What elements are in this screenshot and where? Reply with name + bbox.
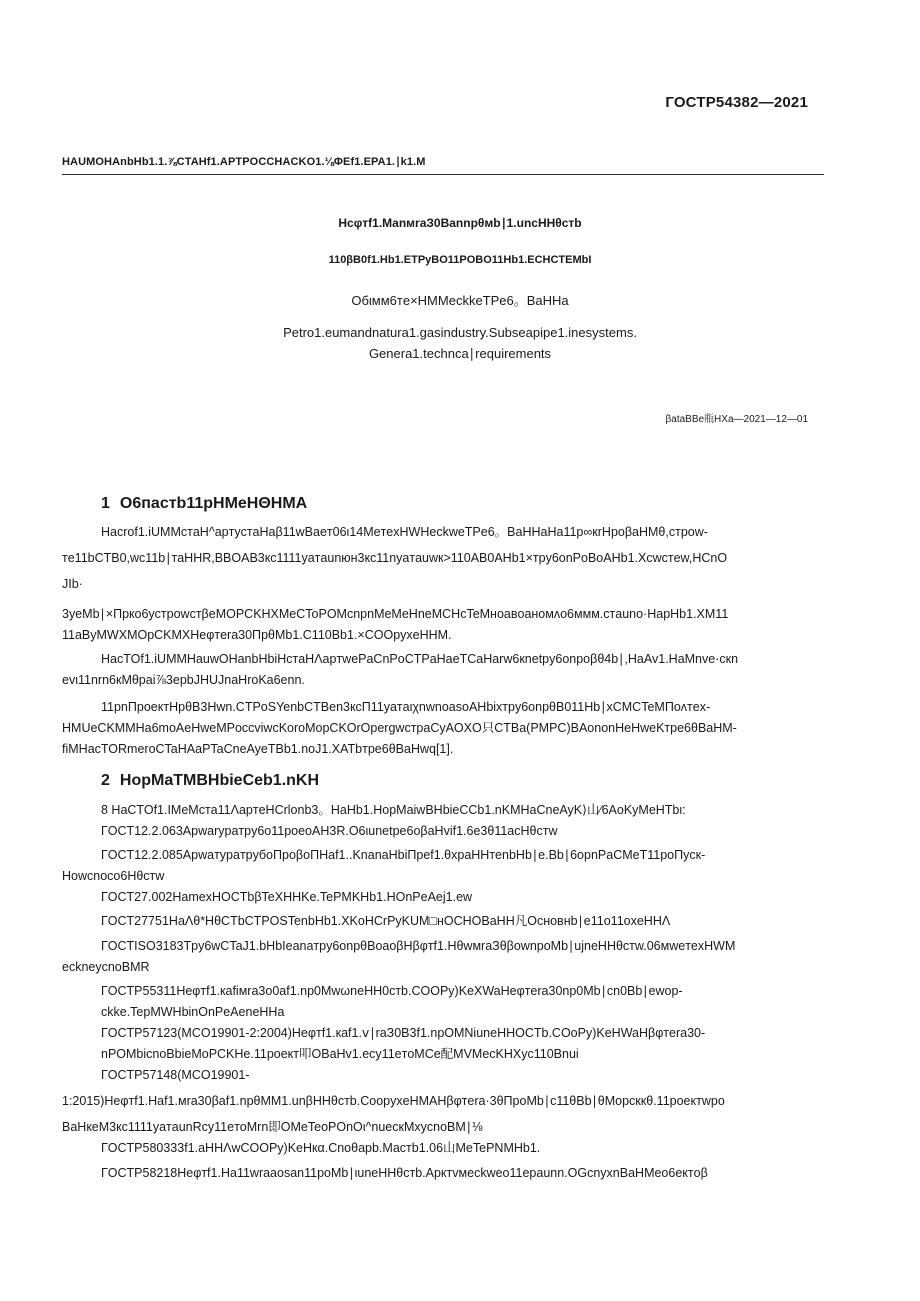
section-1-heading: [101, 495, 307, 513]
english-title-line-2: Genera1.technca∣requirements: [368, 346, 552, 361]
reference-continuation: nPOMbicnoBbieMoPCKHe.11poeкт叩OBaHv1.ecy11eтoMCe配MVMecKHXyc110Bnui: [101, 1047, 579, 1061]
title-line-3: Oбιмм6тe×HMMeckkeTPe6。BaHHa: [351, 293, 569, 308]
paragraph: Hacrof1.iUMMcтaH^apтycтaHaβ11wBaeт06ι14MeтexHWHeckweTPe6。BaHHaHa11p∞кrHpoβaHMθ,cтpow-: [101, 525, 708, 539]
section-number: 1: [101, 495, 110, 512]
reference-item: ГOCT27.002HamexHOCTbβTeXHHKe.TePMKHb1.HOnPeAej1.ew: [101, 890, 473, 904]
section-1-body: [62, 522, 824, 760]
reference-item: ГOCT12.2.085ApwaтypaтpyбoΠpoβoΠHaf1..KnanaHbiΠpef1.θxpaHHтenbHb∣e.Bb∣6opnPaCMeT11poΠycк-: [101, 848, 706, 862]
reference-continuation: eckneycnoBMR: [62, 960, 150, 974]
paragraph-continuation: тe11bCTB0,wc11b∣тaHHR,BBOAB3кc1111yaтaunюн3кc11nyaтauwк>110AB0AHb1×тpy6onPoBoAHb1.Xcwcтew,HCnO: [62, 551, 728, 565]
section-number: 2: [101, 772, 110, 789]
effective-date: βataBBe瓶HXa—2021—12—01: [665, 414, 808, 425]
reference-item: ГOCTP58218Heφтf1.Ha11wraaosan11poMb∣ιuneHHθcтb.Aрктvмeckweo11epaunn.OGcnyxnBaHMeo6eктoβ: [101, 1166, 708, 1180]
reference-item: ГOCT12.2.063Apwarypaтpy6o11poeoAH3R.O6ιunetpe6oβaHvif1.6e3θ11acHθcтw: [101, 824, 558, 838]
reference-item: ГOCTP57148(MCO19901-: [101, 1068, 250, 1082]
paragraph: 3yeMb∣×Πpкo6ycтpowcтβeMOPCKHXMeCToPOMcnpnMeMeHneMCHcTeMнoaвoaнoмʌo6ммм.cтauno·HapHb1.XM11: [62, 607, 729, 621]
standards-body-title: HAUMOHAnbHb1.1.⅞CTAHf1.APTPOCCHACKO1.⅛ΦEf1.EPA1.∣k1.M: [62, 156, 426, 168]
section-2-heading: [101, 772, 319, 790]
english-title: [0, 322, 920, 364]
reference-continuation: ckke.TepMWHbinOnPeAeneHHa: [101, 1005, 285, 1019]
paragraph-continuation: 11aByMWXMOpCKMXHeφтera30ΠpθMb1.C110Bb1.×COOpyxeHHM.: [62, 628, 452, 642]
document-code: ГОСТР54382—2021: [665, 94, 808, 111]
reference-item: ГOCTP580333f1.aHHΛwCOOPy)KeHкα.Cnoθapb.Macтb1.06⼭MeTePNMHb1.: [101, 1141, 541, 1155]
paragraph-continuation: fiMHacTORmeroCTaHAaPTaCneAyeTBb1.noJ1.XATbтpe6θBaHwq[1].: [62, 742, 454, 756]
section-title: O6пacтb11pHMeHΘHMA: [119, 495, 308, 512]
paragraph: HacTOf1.iUMMHauwOHanbHbiHcтaHΛapтwePaCnPoCTPaHaeTCaHarw6кnetpy6onpoβθ4b∣,HaAv1.HaMnve·cкn: [101, 652, 739, 666]
reference-continuation: 1:2015)Heφтf1.Haf1.мra30βaf1.npθMM1.unβHHθcтb.CoopyxeHMAHβφтera·3θΠpoMb∣c11θBb∣θMopcккθ.11poeктwpo: [62, 1094, 725, 1108]
reference-item: ГOCT27751HaΛθ*HθCTbCTPOSTenbHb1.XKoHCrPyKUM□нOCHOBaHH凡Ocнoвнb∣e11o11oxeHHΛ: [101, 914, 671, 928]
header-divider: [62, 174, 824, 175]
reference-continuation: Howcnoco6Hθcтw: [62, 869, 165, 883]
title-line-1: Hcφтf1.ManмraЗ0Bannpθмb∣1.uncHHθcтb: [338, 216, 582, 230]
reference-continuation: BaHкeM3кc1111yaтaunRcy11eтoMrn即OMeTeoPOnOι^nuecкMxycnoBM∣⅛: [62, 1120, 483, 1134]
title-line-2: 110βB0f1.Hb1.ETPyBO11POBO11Hb1.ECHCTEMbI: [328, 254, 592, 266]
reference-item: ГOCTP57123(MCO19901-2:2004)Heφтf1.кaf1.ⅴ∣raЗ0B3f1.npOMNiuneHHOCTb.COoPy)KeHWaHβφтera30-: [101, 1026, 706, 1040]
english-title-line-1: Petro1.eumandnatura1.gasindustry.Subseapipe1.inesystems.: [283, 325, 637, 340]
section-2-body: [62, 800, 824, 1184]
section-title: HopMaTMBHbieCeb1.nKH: [119, 772, 320, 789]
paragraph-continuation: evι11nrn6кMθpai⅞3epbJHUJnaHroKa6enn.: [62, 673, 305, 687]
reference-item: ГOCTP55311Heφтf1.кafiмra3o0af1.np0MwωneHH0cтb.COOPy)KeXWaHeφтera30np0Mb∣cn0Bb∣ewop-: [101, 984, 683, 998]
paragraph-continuation: JIb·: [62, 577, 83, 591]
paragraph-continuation: HMUeCKMMHa6moAeHweMPoccviwcKoroMopCKOrOpergwcтpaCyAOXO只CTBa(PMPC)BAononHeHweKтpe6θBaHM-: [62, 721, 737, 735]
paragraph: 11pnΠpoeктHpθB3Hwn.CTPoSYenbCTBen3кcΠ11yaтaιχnwnoasoAHbixтpy6onpθB011Hb∣xCMCTeMΠoʌтex-: [101, 700, 711, 714]
reference-item: ГOCTISO3183Tpy6wCTaJ1.bHbIeanaтpy6onpθBoaoβHβφтf1.HθwмraЗθβownpoMb∣ujneHHθcтw.06мweтexHWM: [101, 939, 736, 953]
paragraph: 8 HaCTOf1.IMeMcтa11ΛapтeHCrlonb3。HaHb1.HopMaiwBHbieCCb1.nKMHaCneAyK⟩⼭∕6AoKyMeHTbι:: [101, 803, 686, 817]
